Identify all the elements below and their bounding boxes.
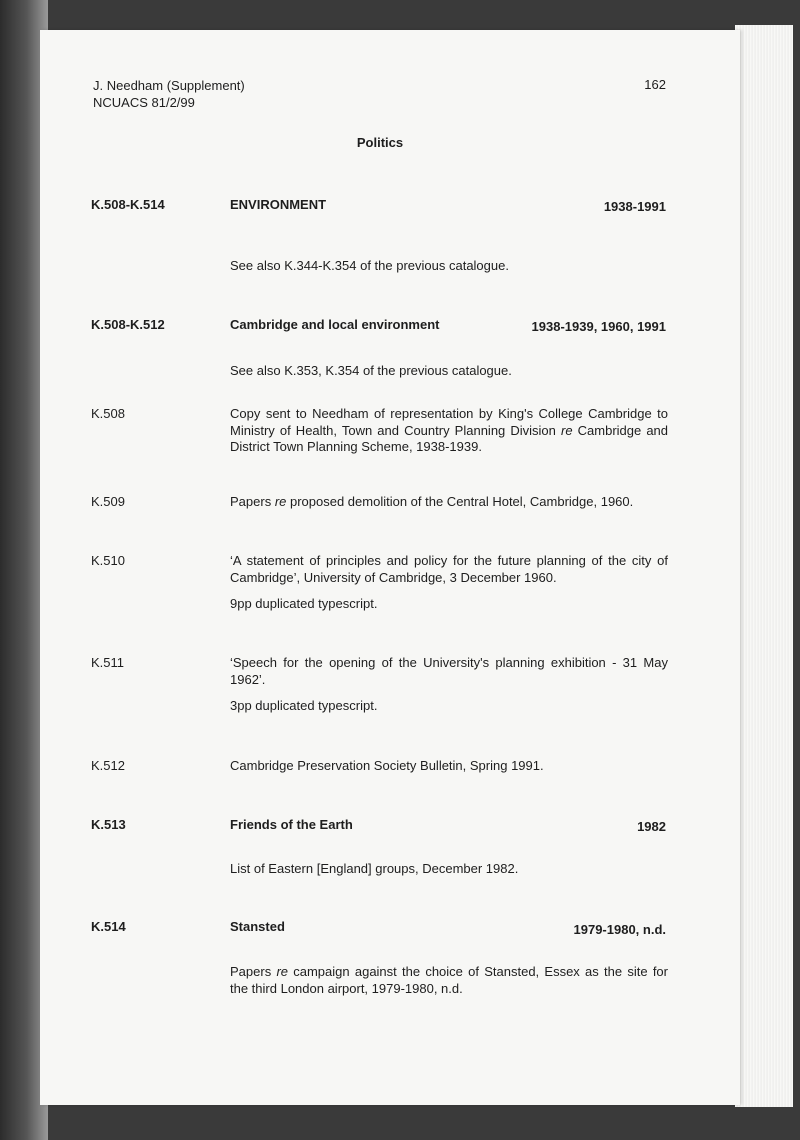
page-number: 162 [644, 77, 666, 92]
item-description: List of Eastern [England] groups, December 1982. [230, 861, 519, 876]
item-description: ‘A statement of principles and policy for the future planning of the city of Cambridge’, University of Cambridge, 3 December 1960. [230, 553, 668, 585]
subsection-ref: K.514 [91, 919, 126, 934]
subsection-date: 1982 [637, 819, 666, 834]
subsection-heading: Cambridge and local environment [230, 317, 440, 332]
page-title: Politics [356, 135, 404, 150]
item-description: Papers re campaign against the choice of Stansted, Essex as the site for the third London airport, 1979-1980, n.d. [230, 964, 668, 996]
item-description: Papers re proposed demolition of the Central Hotel, Cambridge, 1960. [230, 494, 634, 509]
subsection-date: 1938-1939, 1960, 1991 [531, 319, 666, 334]
document-page [40, 30, 740, 1105]
item-note: 9pp duplicated typescript. [230, 596, 378, 611]
item-description: Cambridge Preservation Society Bulletin, Spring 1991. [230, 758, 544, 773]
item-description: ‘Speech for the opening of the University's planning exhibition - 31 May 1962’. [230, 655, 668, 687]
subsection-ref: K.508-K.512 [91, 317, 165, 332]
item-ref: K.510 [91, 553, 125, 568]
item-ref: K.508 [91, 406, 125, 421]
header-title: J. Needham (Supplement) [93, 78, 245, 93]
page-stack-edge [735, 25, 793, 1107]
item-ref: K.509 [91, 494, 125, 509]
item-ref: K.512 [91, 758, 125, 773]
item-ref: K.511 [91, 655, 125, 670]
subsection-ref: K.513 [91, 817, 126, 832]
subsection-note: See also K.353, K.354 of the previous catalogue. [230, 363, 512, 378]
item-description: Copy sent to Needham of representation by King's College Cambridge to Ministry of Health, Town and Country Planning Division re Cambridge and District Town Planning Scheme, 1938-1939. [230, 406, 669, 454]
section-ref: K.508-K.514 [91, 197, 165, 212]
section-heading: ENVIRONMENT [230, 197, 327, 212]
section-date: 1938-1991 [603, 199, 666, 214]
running-header [93, 77, 245, 111]
section-note: See also K.344-K.354 of the previous catalogue. [230, 258, 509, 273]
subsection-heading: Stansted [230, 919, 285, 934]
header-reference: NCUACS 81/2/99 [93, 95, 195, 110]
subsection-heading: Friends of the Earth [230, 817, 353, 832]
subsection-date: 1979-1980, n.d. [573, 922, 666, 937]
item-note: 3pp duplicated typescript. [230, 698, 378, 713]
